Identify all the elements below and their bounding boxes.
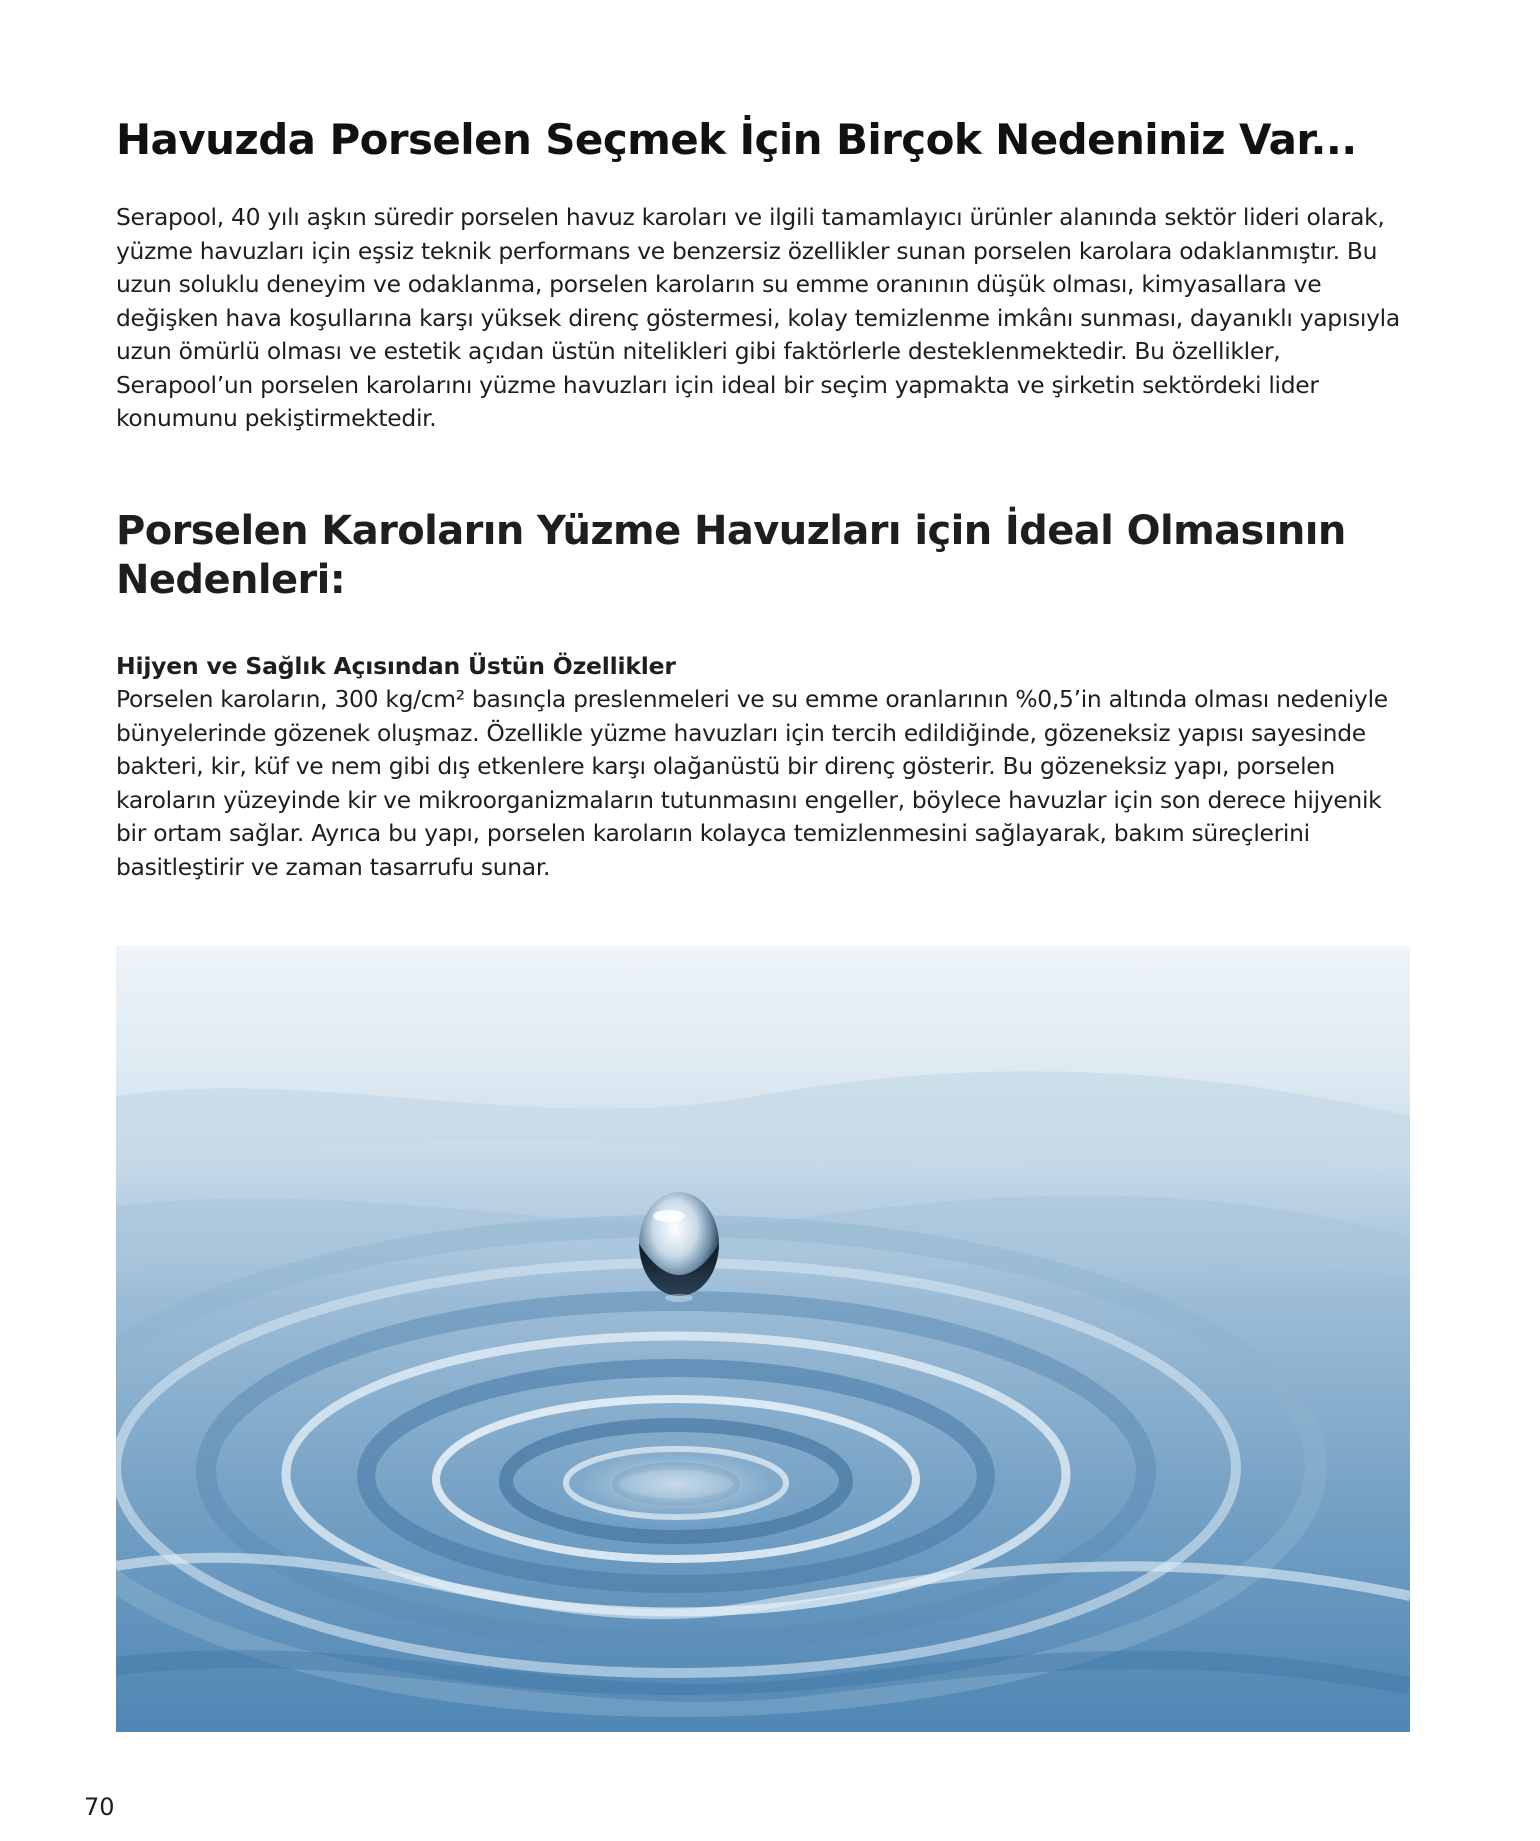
hygiene-section <box>116 649 1416 884</box>
intro-paragraph: Serapool, 40 yılı aşkın süredir porselen havuz karoları ve ilgili tamamlayıcı ürünler alanında sektör lideri olarak, yüzme havuzları için eşsiz teknik performans ve benzersiz özellikler sunan porselen karolara odaklanmıştır. Bu uzun soluklu deneyim ve odaklanma, porselen karoların su emme oranının düşük olması, kimyasallara ve değişken hava koşullarına karşı yüksek direnç göstermesi, kolay temizlenme imkânı sunması, dayanıklı yapısıyla uzun ömürlü olması ve estetik açıdan üstün nitelikleri gibi faktörlerle desteklenmektedir. Bu özellikler, Serapool’un porselen karolarını yüzme havuzları için ideal bir seçim yapmakta ve şirketin sektördeki lider konumunu pekiştirmektedir. <box>116 203 1400 432</box>
page-number: 70 <box>84 1793 115 1821</box>
hygiene-section-title: Hijyen ve Sağlık Açısından Üstün Özellikler <box>116 652 676 680</box>
hygiene-section-body: Porselen karoların, 300 kg/cm² basınçla preslenmeleri ve su emme oranlarının %0,5’in altında olması nedeniyle bünyelerinde gözenek oluşmaz. Özellikle yüzme havuzları için tercih edildiğinde, gözeneksiz yapısı sayesinde bakteri, kir, küf ve nem gibi dış etkenlere karşı olağanüstü bir direnç gösterir. Bu gözeneksiz yapı, porselen karoların yüzeyinde kir ve mikroorganizmaların tutunmasını engeller, böylece havuzlar için son derece hijyenik bir ortam sağlar. Ayrıca bu yapı, porselen karoların kolayca temizlenmesini sağlayarak, bakım süreçlerini basitleştirir ve zaman tasarrufu sunar. <box>116 685 1388 881</box>
section-heading: Porselen Karoların Yüzme Havuzları için İdeal Olmasının Nedenleri: <box>116 508 1346 603</box>
page-title: Havuzda Porselen Seçmek İçin Birçok Nedeniniz Var... <box>116 115 1357 164</box>
water-drop-photo <box>116 946 1410 1732</box>
water-ripple-illustration <box>116 946 1410 1732</box>
